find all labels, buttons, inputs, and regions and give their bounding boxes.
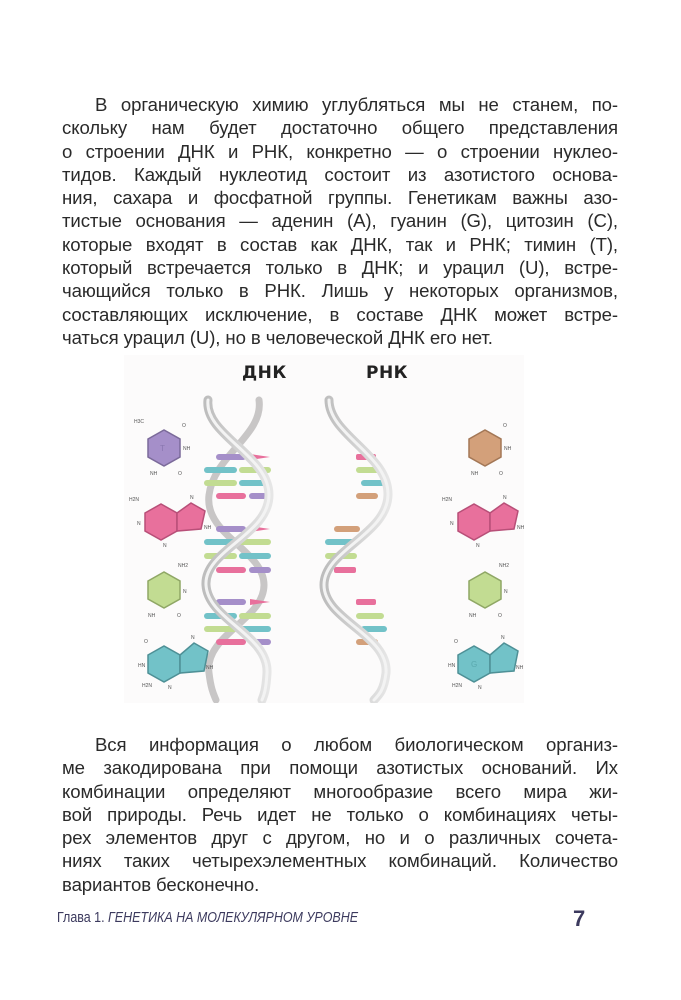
guanine-molecule-icon — [138, 635, 214, 691]
svg-text:O: O — [499, 471, 503, 477]
guanine-molecule-icon — [448, 635, 524, 691]
svg-text:N: N — [137, 521, 141, 527]
svg-text:HN: HN — [448, 663, 456, 669]
cytosine-molecule-icon — [148, 563, 188, 619]
svg-text:NH: NH — [516, 665, 524, 671]
text-line: ниях таких четырехэлементных комбинаций. Количество — [62, 850, 618, 872]
svg-text:N: N — [191, 635, 195, 641]
svg-text:N: N — [503, 495, 507, 501]
svg-text:O: O — [503, 423, 507, 429]
svg-text:NH: NH — [204, 525, 212, 531]
svg-text:HN: HN — [138, 663, 146, 669]
text-line: которые входят в состав как ДНК, так и РНК; тимин (T), — [62, 233, 618, 255]
svg-text:O: O — [178, 471, 182, 477]
svg-text:NH: NH — [150, 471, 158, 477]
svg-text:H2N: H2N — [142, 683, 153, 689]
paragraph-nucleotides — [62, 93, 618, 349]
text-line: В органическую химию углубляться мы не станем, по- — [95, 94, 618, 115]
text-line: тидов. Каждый нуклеотид состоит из азотистого основа- — [62, 163, 618, 185]
page-number: 7 — [573, 906, 586, 931]
dna-helix — [204, 400, 271, 700]
text-line: который встречается только в ДНК; и урацил (U), встре- — [62, 257, 618, 279]
rna-strand — [324, 400, 388, 700]
text-line: Вся информация о любом биологическом организ- — [95, 734, 618, 755]
svg-text:NH: NH — [183, 446, 191, 452]
rna-label: РНК — [366, 363, 409, 383]
svg-text:NH: NH — [469, 613, 477, 619]
svg-text:T: T — [160, 444, 165, 453]
svg-text:N: N — [190, 495, 194, 501]
chapter-prefix: Глава 1. — [57, 910, 109, 926]
text-line: ния, сахара и фосфатной группы. Генетикам важны азо- — [62, 187, 618, 209]
uracil-molecule-icon — [469, 423, 512, 477]
text-line: о строении ДНК и РНК, конкретно — о строении нуклео- — [62, 140, 618, 162]
dna-rna-illustration — [124, 355, 524, 703]
text-line: комбинации определяют многообразие всего мира жи- — [62, 780, 618, 802]
svg-text:N: N — [183, 589, 187, 595]
svg-text:NH: NH — [471, 471, 479, 477]
thymine-molecule-icon — [134, 419, 191, 477]
text-line: тистые основания — аденин (A), гуанин (G), цитозин (C), — [62, 210, 618, 232]
text-line: чающийся только в РНК. Лишь у некоторых организмов, — [62, 280, 618, 302]
text-line: ме закодирована при помощи азотистых оснований. Их — [62, 757, 618, 779]
svg-text:O: O — [182, 423, 186, 429]
dna-rna-figure — [124, 355, 524, 703]
text-line: составляющих исключение, в составе ДНК может встре- — [62, 303, 618, 325]
svg-text:O: O — [177, 613, 181, 619]
svg-text:NH: NH — [517, 525, 524, 531]
svg-text:NH: NH — [206, 665, 214, 671]
running-footer — [57, 910, 358, 926]
svg-text:N: N — [478, 685, 482, 691]
adenine-molecule-icon — [442, 495, 524, 549]
chapter-title: ГЕНЕТИКА НА МОЛЕКУЛЯРНОМ УРОВНЕ — [108, 910, 359, 926]
svg-text:N: N — [450, 521, 454, 527]
text-line: скольку нам будет достаточно общего представления — [62, 117, 618, 139]
svg-text:N: N — [168, 685, 172, 691]
dna-base-pairs — [204, 454, 271, 645]
svg-text:H2N: H2N — [452, 683, 463, 689]
text-line: вариантов бесконечно. — [62, 873, 260, 895]
cytosine-molecule-icon — [469, 563, 509, 619]
text-line: рех элементов друг с другом, но и о различных сочета- — [62, 827, 618, 849]
adenine-molecule-icon — [129, 495, 212, 549]
svg-text:NH2: NH2 — [178, 563, 189, 569]
svg-text:N: N — [476, 543, 480, 549]
svg-text:G: G — [471, 660, 478, 669]
svg-text:H3C: H3C — [134, 419, 145, 425]
svg-text:H2N: H2N — [129, 497, 140, 503]
svg-text:O: O — [144, 639, 148, 645]
svg-text:NH: NH — [148, 613, 156, 619]
svg-text:O: O — [498, 613, 502, 619]
dna-label: ДНК — [242, 363, 287, 383]
svg-text:O: O — [454, 639, 458, 645]
text-line: вой природы. Речь идет не только о комбинациях четы- — [62, 803, 618, 825]
paragraph-information-encoding — [62, 733, 618, 896]
svg-text:N: N — [163, 543, 167, 549]
svg-text:NH2: NH2 — [499, 563, 510, 569]
svg-text:N: N — [504, 589, 508, 595]
text-line: чаться урацил (U), но в человеческой ДНК его нет. — [62, 326, 493, 348]
svg-text:H2N: H2N — [442, 497, 453, 503]
svg-text:N: N — [501, 635, 505, 641]
svg-text:NH: NH — [504, 446, 512, 452]
